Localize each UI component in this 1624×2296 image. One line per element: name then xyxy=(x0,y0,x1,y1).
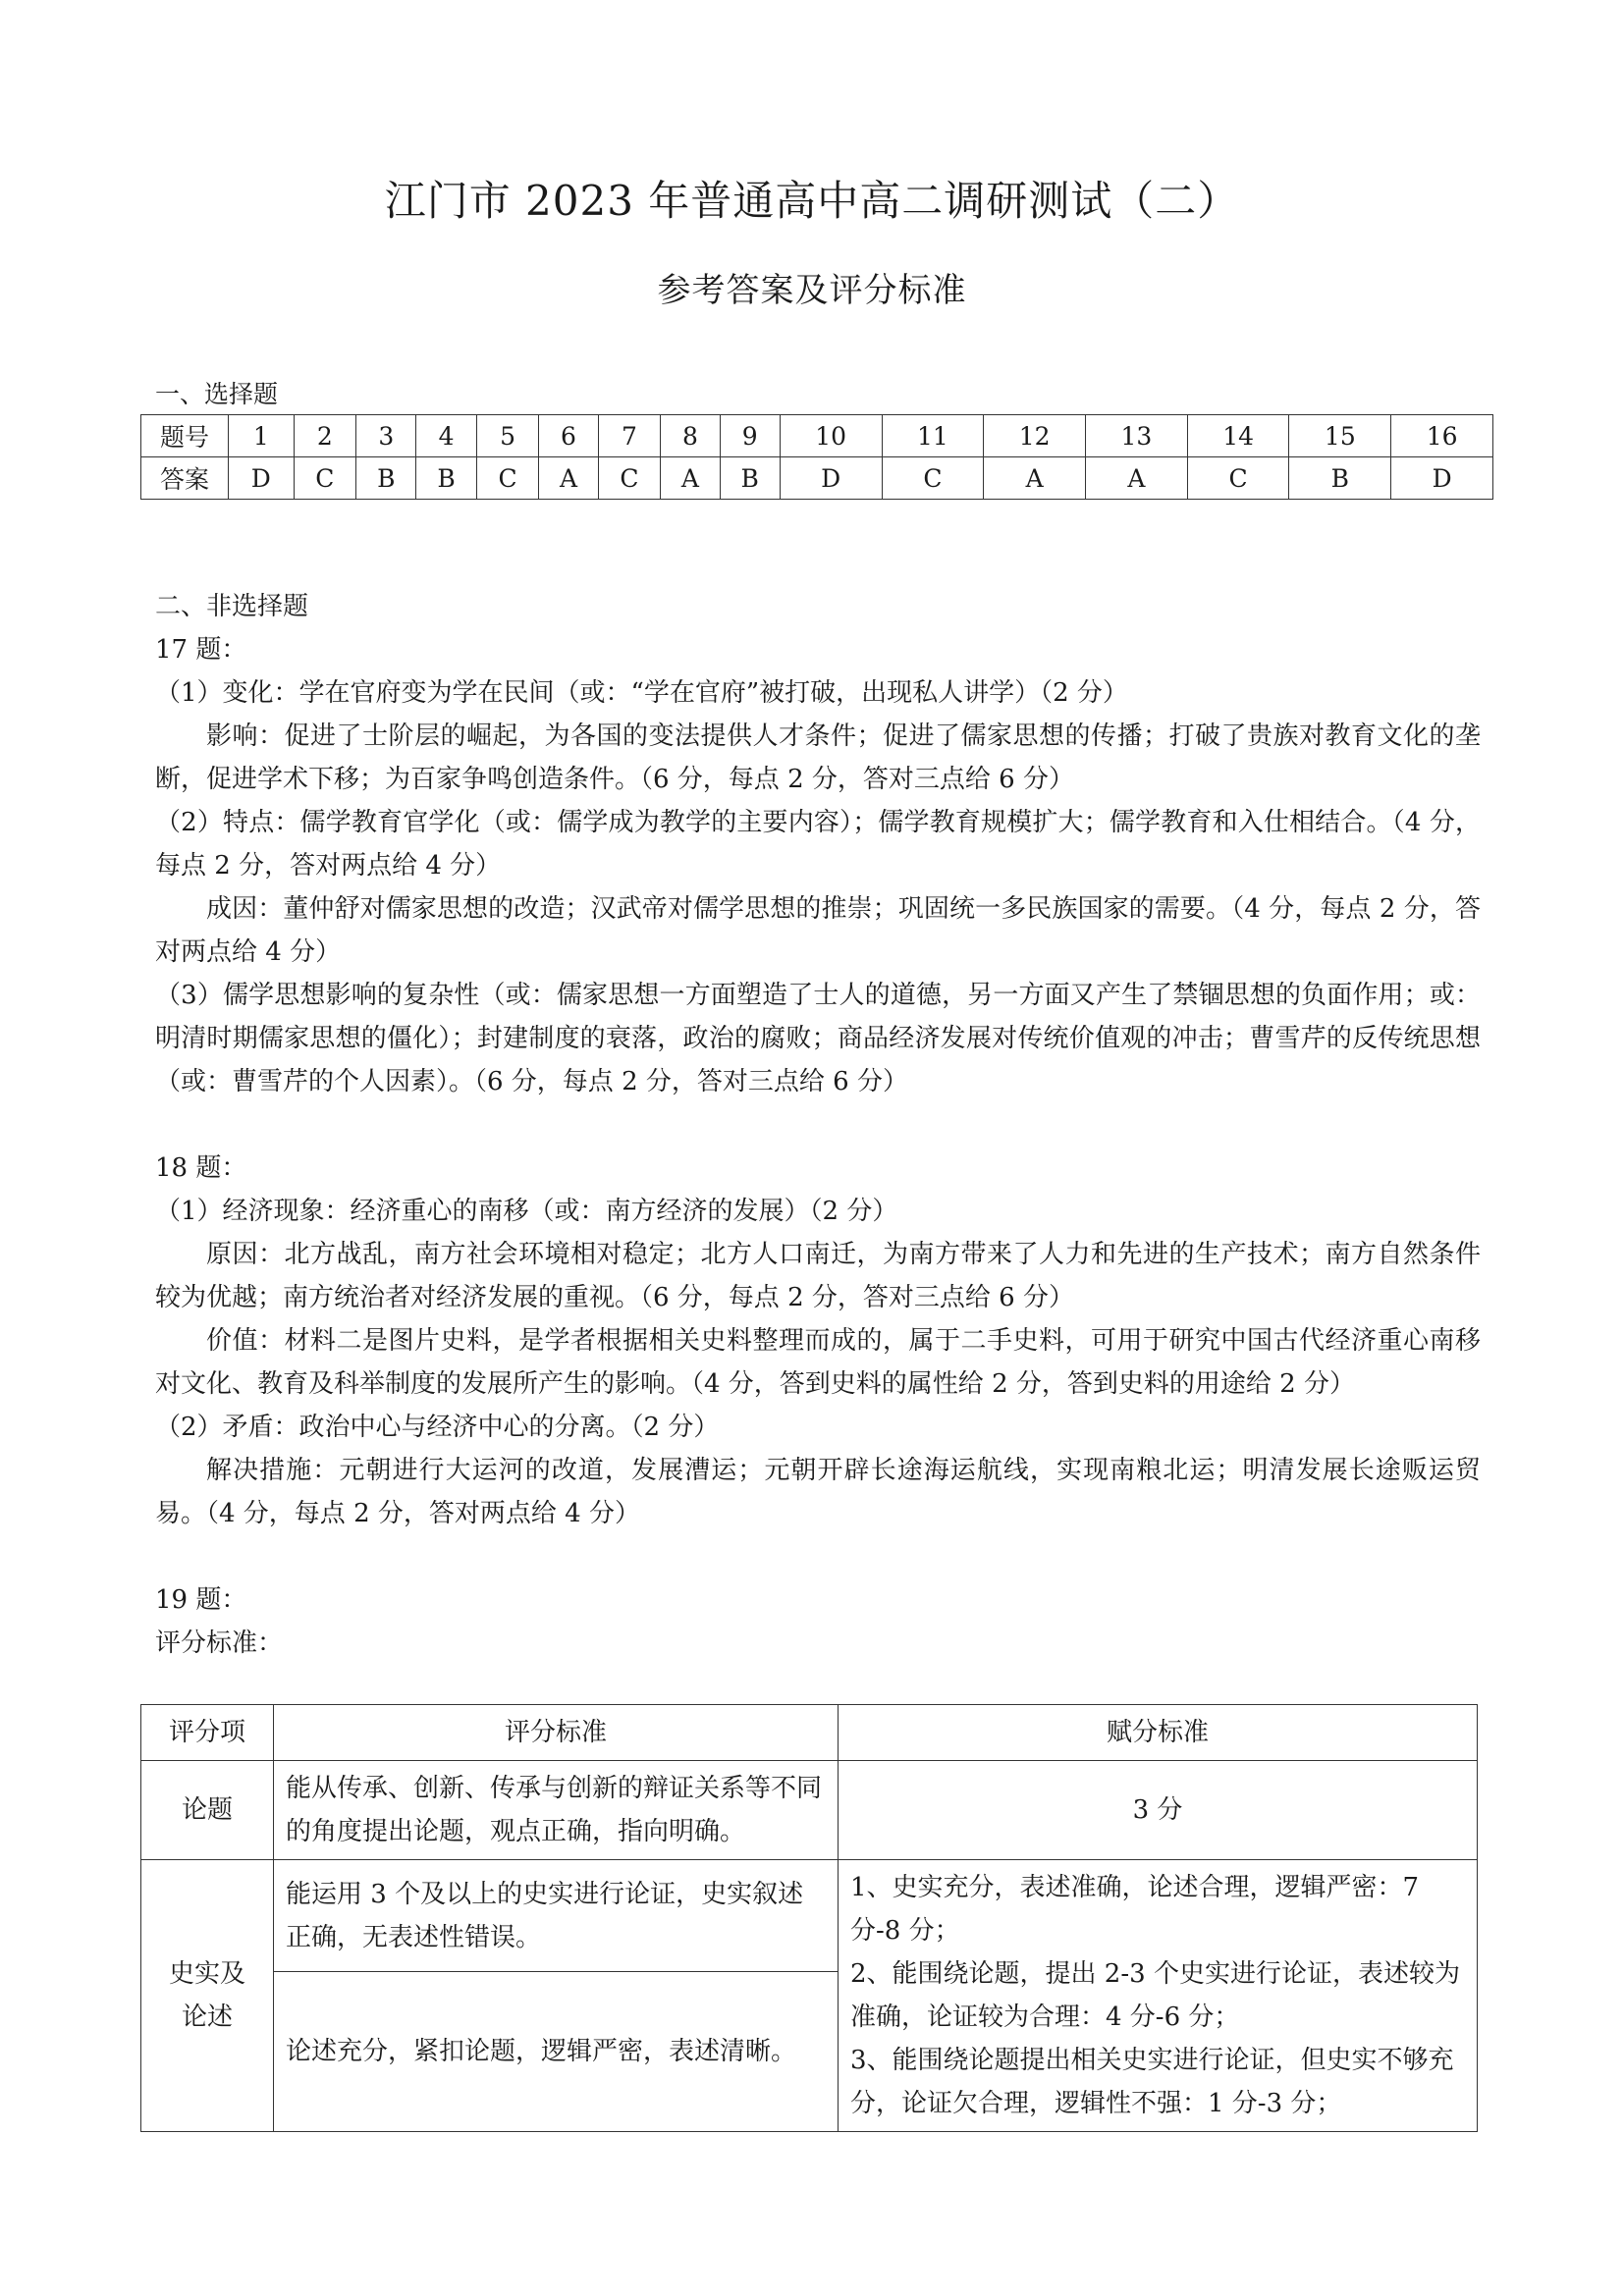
rubric-score-level-2: 2、能围绕论题，提出 2-3 个史实进行论证，表述较为准确，论证较为合理：4 分-6 分； xyxy=(850,1959,1460,2032)
q17-part1: （1）变化：学在官府变为学在民间（或：“学在官府”被打破，出现私人讲学）（2 分） xyxy=(155,678,1128,708)
rubric-score-evidence xyxy=(839,1860,1478,2132)
question-number: 7 xyxy=(598,415,661,457)
q17-part2-cause: 成因：董仲舒对儒家思想的改造；汉武帝对儒学思想的推崇；巩固统一多民族国家的需要。（4 分，每点 2 分，答对两点给 4 分） xyxy=(155,894,1481,967)
question-number: 15 xyxy=(1289,415,1391,457)
non-choice-section xyxy=(155,585,1481,1665)
rubric-criteria-evidence-facts: 能运用 3 个及以上的史实进行论证，史实叙述正确，无表述性错误。 xyxy=(274,1860,839,1972)
question-number-row xyxy=(141,415,1493,457)
answer-cell: D xyxy=(780,457,882,500)
page-subtitle: 参考答案及评分标准 xyxy=(657,271,967,310)
rubric-row-thesis xyxy=(141,1761,1478,1860)
question-number: 13 xyxy=(1086,415,1188,457)
q18-part1-value: 价值：材料二是图片史料，是学者根据相关史料整理而成的，属于二手史料，可用于研究中国古代经济重心南移对文化、教育及科举制度的发展所产生的影响。（4 分，答到史料的属性给 2 分，答到史料的用途给 2 分） xyxy=(155,1326,1481,1399)
rubric-row-evidence-a xyxy=(141,1860,1478,1972)
q17-part3: （3）儒学思想影响的复杂性（或：儒家思想一方面塑造了士人的道德，另一方面又产生了禁锢思想的负面作用；或：明清时期儒家思想的僵化）；封建制度的衰落，政治的腐败；商品经济发展对传统价值观的冲击；曹雪芹的反传统思想（或：曹雪芹的个人因素）。（6 分，每点 2 分，答对三点给 6 分） xyxy=(155,981,1481,1096)
question-number: 16 xyxy=(1391,415,1493,457)
rubric-header-criteria: 评分标准 xyxy=(274,1705,839,1761)
answer-cell: B xyxy=(416,457,476,500)
answer-cell: C xyxy=(294,457,356,500)
row-head-answer: 答案 xyxy=(141,457,229,500)
answer-cell: B xyxy=(1289,457,1391,500)
answer-cell: C xyxy=(476,457,539,500)
answer-cell: B xyxy=(356,457,416,500)
answer-cell: D xyxy=(229,457,295,500)
q19-label: 19 题： xyxy=(155,1585,247,1615)
q17-part2: （2）特点：儒学教育官学化（或：儒学成为教学的主要内容）；儒学教育规模扩大；儒学教育和入仕相结合。（4 分，每点 2 分，答对两点给 4 分） xyxy=(155,808,1481,881)
question-number: 1 xyxy=(229,415,295,457)
question-number: 6 xyxy=(539,415,598,457)
question-number: 12 xyxy=(984,415,1086,457)
question-number: 8 xyxy=(661,415,720,457)
question-number: 3 xyxy=(356,415,416,457)
q18-part2: （2）矛盾：政治中心与经济中心的分离。（2 分） xyxy=(155,1413,720,1442)
q18-part1-reason: 原因：北方战乱，南方社会环境相对稳定；北方人口南迁，为南方带来了人力和先进的生产技术；南方自然条件较为优越；南方统治者对经济发展的重视。（6 分，每点 2 分，答对三点给 6 分） xyxy=(155,1240,1481,1312)
q18-part2-measures: 解决措施：元朝进行大运河的改道，发展漕运；元朝开辟长途海运航线，实现南粮北运；明清发展长途贩运贸易。（4 分，每点 2 分，答对两点给 4 分） xyxy=(155,1456,1481,1528)
answer-cell: A xyxy=(984,457,1086,500)
section-non-choice-label: 二、非选择题 xyxy=(155,592,309,621)
rubric-item-evidence: 史实及论述 xyxy=(141,1860,274,2132)
question-number: 10 xyxy=(780,415,882,457)
q19-rubric-table xyxy=(140,1704,1478,2132)
page-title: 江门市 2023 年普通高中高二调研测试（二） xyxy=(384,177,1240,225)
answer-cell: C xyxy=(598,457,661,500)
question-number: 11 xyxy=(882,415,984,457)
q18-label: 18 题： xyxy=(155,1153,247,1183)
answer-cell: A xyxy=(539,457,598,500)
question-number: 4 xyxy=(416,415,476,457)
answer-cell: C xyxy=(882,457,984,500)
rubric-score-thesis: 3 分 xyxy=(839,1761,1478,1860)
answer-cell: A xyxy=(1086,457,1188,500)
answer-cell: B xyxy=(720,457,780,500)
question-number: 14 xyxy=(1187,415,1289,457)
answer-cell: C xyxy=(1187,457,1289,500)
question-number: 9 xyxy=(720,415,780,457)
answer-row xyxy=(141,457,1493,500)
rubric-header-score: 赋分标准 xyxy=(839,1705,1478,1761)
rubric-criteria-thesis: 能从传承、创新、传承与创新的辩证关系等不同的角度提出论题，观点正确，指向明确。 xyxy=(274,1761,839,1860)
q18-part1: （1）经济现象：经济重心的南移（或：南方经济的发展）（2 分） xyxy=(155,1197,898,1226)
multiple-choice-answer-table xyxy=(140,414,1493,500)
rubric-score-level-3: 3、能围绕论题提出相关史实进行论证，但史实不够充分，论证欠合理，逻辑性不强：1 分-3 分； xyxy=(850,2046,1454,2118)
rubric-header-item: 评分项 xyxy=(141,1705,274,1761)
row-head-number: 题号 xyxy=(141,415,229,457)
q17-label: 17 题： xyxy=(155,635,247,665)
question-number: 2 xyxy=(294,415,356,457)
question-number: 5 xyxy=(476,415,539,457)
rubric-item-thesis: 论题 xyxy=(141,1761,274,1860)
section-multiple-choice-label: 一、选择题 xyxy=(155,380,279,408)
rubric-header-row xyxy=(141,1705,1478,1761)
rubric-score-level-1: 1、史实充分，表述准确，论述合理，逻辑严密：7 分-8 分； xyxy=(850,1873,1420,1946)
answer-cell: D xyxy=(1391,457,1493,500)
answer-cell: A xyxy=(661,457,720,500)
q17-part1-impact: 影响：促进了士阶层的崛起，为各国的变法提供人才条件；促进了儒家思想的传播；打破了贵族对教育文化的垄断，促进学术下移；为百家争鸣创造条件。（6 分，每点 2 分，答对三点给 6 分） xyxy=(155,721,1481,794)
q19-rubric-label: 评分标准： xyxy=(155,1629,284,1658)
rubric-criteria-evidence-argument: 论述充分，紧扣论题，逻辑严密，表述清晰。 xyxy=(274,1972,839,2132)
